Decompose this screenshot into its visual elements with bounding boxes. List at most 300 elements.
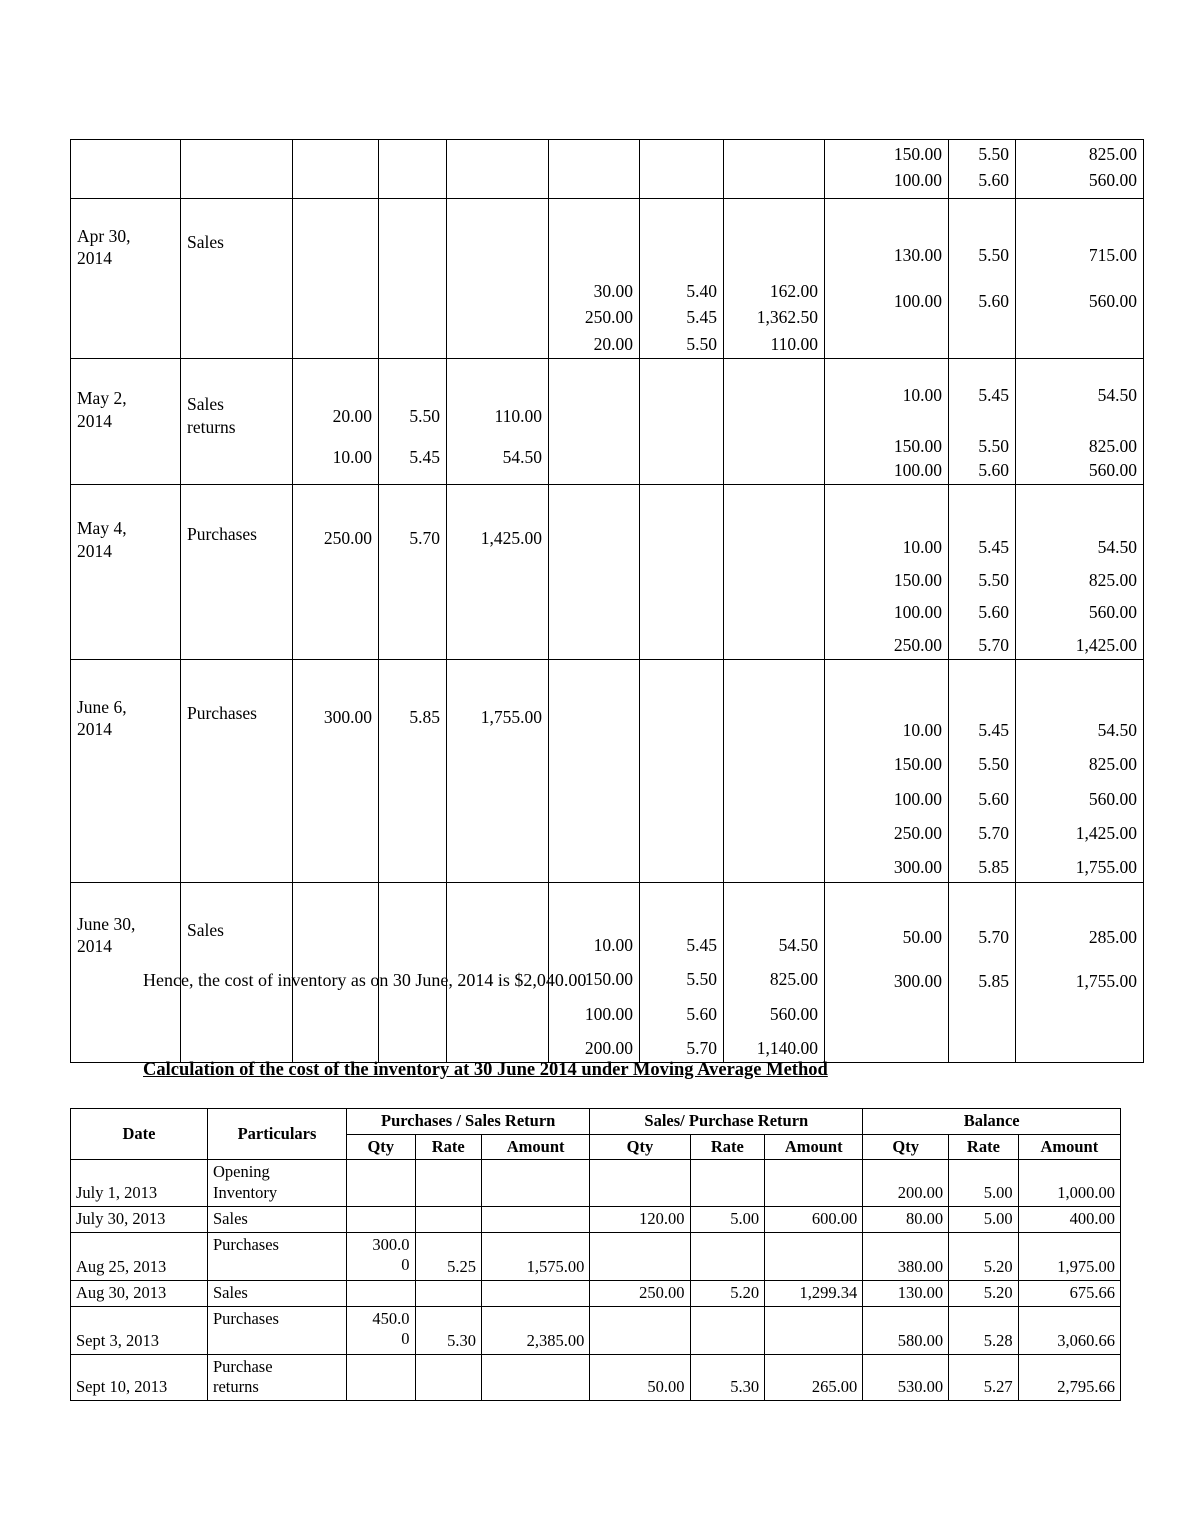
value-line: 150.00: [893, 435, 942, 456]
value-line: 285.00: [1088, 926, 1137, 947]
cell-balance-amount: [1016, 659, 1144, 882]
table-row: [71, 1232, 1121, 1280]
cell-in-amount: [481, 1306, 589, 1354]
cell-out-rate: [640, 199, 724, 359]
value-line: 5.20: [983, 1256, 1013, 1276]
cell-in-qty: [347, 1354, 415, 1400]
value-line: 675.66: [1069, 1282, 1115, 1302]
value-stack: [955, 384, 1009, 481]
table-row: [71, 1280, 1121, 1306]
cell-in-amount: [481, 1206, 589, 1232]
cell-balance-amount: [1016, 485, 1144, 660]
cell-out-rate: [640, 140, 724, 199]
fifo-inventory-table: [70, 139, 1144, 1063]
value-line: 200.00: [897, 1182, 944, 1202]
value-stack: [831, 384, 942, 481]
value-line: 130.00: [893, 245, 942, 265]
cell-in-rate: [415, 1160, 481, 1206]
cell-balance-amount: [1018, 1232, 1120, 1280]
cell-balance-qty: [825, 359, 949, 485]
value-line: 2014: [77, 248, 112, 269]
cell-particulars: [207, 1232, 346, 1280]
value-line: 560.00: [1088, 170, 1137, 191]
th-bal-amount: Amount: [1018, 1134, 1120, 1160]
value-line: Purchases: [212, 1308, 279, 1328]
value-line: 54.50: [502, 446, 542, 467]
value-line: 5.45: [686, 934, 717, 955]
inventory-cost-note: Hence, the cost of inventory as on 30 June, 2014 is $2,040.00: [143, 970, 587, 990]
value-line: 1,755.00: [1075, 857, 1137, 878]
value-stack: [595, 1377, 684, 1398]
value-line: 50.00: [902, 926, 942, 947]
value-line: June 30,: [77, 913, 136, 934]
cell-balance-rate: [949, 1280, 1019, 1306]
cell-in-amount: [481, 1280, 589, 1306]
cell-out-rate: [690, 1354, 765, 1400]
value-line: 10.00: [593, 934, 633, 955]
value-line: 5.70: [978, 634, 1009, 655]
cell-balance-qty: [863, 1232, 949, 1280]
value-line: 1,425.00: [1075, 634, 1137, 655]
cell-balance-amount: [1018, 1280, 1120, 1306]
value-line: 5.70: [978, 926, 1009, 947]
cell-date: [71, 199, 181, 359]
value-line: 100.00: [893, 459, 942, 480]
value-line: 250.00: [893, 823, 942, 844]
value-line: 80.00: [906, 1208, 944, 1228]
cell-in-rate: [379, 199, 447, 359]
value-line: 2,385.00: [526, 1330, 585, 1350]
value-stack: [213, 1283, 341, 1304]
value-stack: [770, 1209, 857, 1230]
value-line: July 1, 2013: [76, 1182, 158, 1202]
value-stack: [1022, 926, 1137, 993]
value-stack: [831, 143, 942, 192]
value-stack: [595, 1283, 684, 1304]
value-line: 5.50: [686, 969, 717, 990]
cell-in-amount: [481, 1160, 589, 1206]
value-line: 2014: [77, 540, 112, 561]
value-line: 5.70: [409, 528, 440, 549]
cell-in-rate: [379, 485, 447, 660]
cell-out-rate: [690, 1160, 765, 1206]
value-stack: [555, 280, 633, 355]
cell-out-rate: [640, 659, 724, 882]
value-line: 5.60: [978, 170, 1009, 191]
cell-out-qty: [590, 1306, 690, 1354]
cell-balance-amount: [1018, 1306, 1120, 1354]
value-stack: [555, 934, 633, 1060]
value-stack: [831, 244, 942, 313]
value-line: 100.00: [893, 291, 942, 312]
cell-in-qty: [347, 1306, 415, 1354]
cell-balance-rate: [949, 659, 1016, 882]
cell-date: [71, 659, 181, 882]
value-line: 10.00: [332, 446, 372, 467]
value-stack: [213, 1357, 341, 1398]
moving-average-section-heading: Calculation of the cost of the inventory at 30 June 2014 under Moving Average Method: [143, 1060, 828, 1080]
value-stack: [831, 536, 942, 656]
value-line: 560.00: [769, 1003, 818, 1024]
value-line: 130.00: [897, 1282, 944, 1302]
cell-balance-amount: [1018, 1206, 1120, 1232]
table-row: [71, 485, 1144, 660]
cell-out-qty: [549, 199, 640, 359]
cell-balance-qty: [863, 1206, 949, 1232]
value-stack: [1022, 143, 1137, 192]
th-in-rate: Rate: [415, 1134, 481, 1160]
value-line: 825.00: [769, 969, 818, 990]
value-line: 5.20: [730, 1282, 760, 1302]
cell-in-amount: [481, 1354, 589, 1400]
value-stack: [299, 706, 372, 728]
value-line: 530.00: [897, 1377, 944, 1397]
value-line: 54.50: [1097, 385, 1137, 406]
value-line: 300.0: [372, 1234, 410, 1254]
cell-balance-qty: [825, 485, 949, 660]
th-group-purchases-sales-return: Purchases / Sales Return: [347, 1109, 590, 1135]
cell-out-qty: [549, 140, 640, 199]
cell-in-qty: [347, 1206, 415, 1232]
value-line: 5.70: [978, 823, 1009, 844]
value-stack: [954, 1283, 1013, 1304]
value-line: 2014: [77, 936, 112, 957]
th-out-qty: Qty: [590, 1134, 690, 1160]
table-row: [71, 1206, 1121, 1232]
cell-balance-qty: [825, 140, 949, 199]
value-line: June 6,: [77, 696, 127, 717]
cell-balance-amount: [1016, 199, 1144, 359]
cell-balance-qty: [863, 1160, 949, 1206]
value-stack: [1022, 384, 1137, 481]
cell-balance-rate: [949, 1354, 1019, 1400]
value-stack: [77, 225, 174, 270]
value-line: 5.50: [978, 245, 1009, 265]
cell-out-amount: [724, 199, 825, 359]
value-stack: [1024, 1183, 1115, 1204]
value-stack: [1024, 1377, 1115, 1398]
cell-in-rate: [379, 659, 447, 882]
value-line: 380.00: [897, 1256, 944, 1276]
value-line: 5.45: [978, 537, 1009, 558]
cell-balance-rate: [949, 359, 1016, 485]
value-line: Sept 3, 2013: [76, 1330, 159, 1350]
cell-balance-rate: [949, 882, 1016, 1063]
value-stack: [76, 1183, 202, 1204]
cell-particulars: [181, 485, 293, 660]
cell-out-qty: [590, 1206, 690, 1232]
value-line: 5.85: [978, 857, 1009, 878]
value-line: 2,795.66: [1057, 1377, 1115, 1397]
value-line: 5.70: [686, 1038, 717, 1059]
value-line: 100.00: [893, 602, 942, 623]
table-row: [71, 359, 1144, 485]
value-stack: [187, 231, 286, 253]
value-line: 10.00: [902, 385, 942, 406]
value-line: Purchases: [187, 702, 257, 723]
value-line: 2014: [77, 719, 112, 740]
value-line: Opening: [212, 1162, 270, 1182]
value-line: 825.00: [1088, 435, 1137, 456]
value-line: 2014: [77, 410, 112, 431]
value-line: Sales: [187, 919, 224, 940]
cell-out-qty: [549, 659, 640, 882]
value-stack: [696, 1283, 760, 1304]
value-line: 250.00: [323, 528, 372, 549]
cell-out-rate: [690, 1306, 765, 1354]
cell-in-qty: [347, 1160, 415, 1206]
value-line: 5.50: [978, 754, 1009, 775]
cell-particulars: [181, 359, 293, 485]
cell-out-rate: [640, 485, 724, 660]
value-stack: [1024, 1283, 1115, 1304]
value-stack: [1024, 1257, 1115, 1278]
value-line: 560.00: [1088, 602, 1137, 623]
cell-out-rate: [640, 359, 724, 485]
value-line: 100.00: [893, 788, 942, 809]
value-stack: [352, 1309, 409, 1350]
cell-out-qty: [590, 1280, 690, 1306]
value-stack: [1022, 719, 1137, 879]
cell-date: [71, 1206, 208, 1232]
value-stack: [646, 280, 717, 355]
cell-date: [71, 359, 181, 485]
table-row: [71, 1306, 1121, 1354]
th-in-amount: Amount: [481, 1134, 589, 1160]
value-stack: [421, 1331, 476, 1352]
value-line: Aug 25, 2013: [76, 1256, 167, 1276]
value-stack: [299, 527, 372, 549]
value-stack: [868, 1331, 943, 1352]
value-line: 1,575.00: [526, 1256, 585, 1276]
value-stack: [955, 244, 1009, 313]
value-line: 825.00: [1088, 569, 1137, 590]
value-line: 30.00: [593, 281, 633, 301]
value-stack: [770, 1283, 857, 1304]
value-stack: [77, 913, 174, 958]
value-stack: [77, 696, 174, 741]
value-line: 250.00: [584, 307, 633, 328]
value-line: 5.00: [983, 1182, 1013, 1202]
value-line: 600.00: [811, 1208, 858, 1228]
cell-particulars: [181, 659, 293, 882]
value-stack: [955, 926, 1009, 993]
cell-out-amount: [765, 1306, 863, 1354]
value-line: 5.85: [978, 971, 1009, 992]
cell-out-rate: [690, 1232, 765, 1280]
cell-out-amount: [724, 659, 825, 882]
value-stack: [1024, 1209, 1115, 1230]
value-line: 560.00: [1088, 788, 1137, 809]
cell-particulars: [207, 1160, 346, 1206]
value-line: 20.00: [332, 406, 372, 427]
th-group-sales-purchase-return: Sales/ Purchase Return: [590, 1109, 863, 1135]
value-stack: [453, 706, 542, 728]
cell-balance-rate: [949, 199, 1016, 359]
value-line: 5.50: [978, 569, 1009, 590]
value-line: 5.85: [409, 706, 440, 727]
cell-out-qty: [590, 1232, 690, 1280]
cell-out-amount: [765, 1232, 863, 1280]
value-line: 5.20: [983, 1282, 1013, 1302]
value-line: 162.00: [769, 281, 818, 301]
cell-in-qty: [293, 359, 379, 485]
value-stack: [954, 1257, 1013, 1278]
value-stack: [76, 1377, 202, 1398]
value-line: 580.00: [897, 1330, 944, 1350]
value-line: 715.00: [1088, 245, 1137, 265]
cell-out-amount: [765, 1280, 863, 1306]
value-line: 5.30: [730, 1377, 760, 1397]
cell-out-qty: [549, 359, 640, 485]
value-line: 300.00: [893, 857, 942, 878]
cell-in-rate: [415, 1206, 481, 1232]
value-line: 1,362.50: [756, 307, 818, 328]
cell-out-qty: [590, 1160, 690, 1206]
value-stack: [1024, 1331, 1115, 1352]
value-line: 110.00: [770, 333, 818, 354]
value-line: 1,975.00: [1057, 1256, 1115, 1276]
cell-balance-rate: [949, 485, 1016, 660]
value-stack: [187, 702, 286, 724]
cell-out-amount: [765, 1160, 863, 1206]
cell-out-qty: [590, 1354, 690, 1400]
cell-date: [71, 1160, 208, 1206]
value-stack: [76, 1283, 202, 1304]
value-stack: [187, 919, 286, 941]
value-line: 1,000.00: [1057, 1182, 1115, 1202]
value-line: Purchase: [212, 1356, 273, 1376]
value-stack: [954, 1377, 1013, 1398]
value-line: Sales: [187, 394, 224, 415]
cell-particulars: [207, 1354, 346, 1400]
value-line: 5.45: [978, 385, 1009, 406]
value-line: 400.00: [1069, 1208, 1115, 1228]
value-stack: [213, 1209, 341, 1230]
cell-in-qty: [293, 485, 379, 660]
value-stack: [187, 393, 286, 438]
value-line: May 2,: [77, 388, 127, 409]
value-stack: [76, 1209, 202, 1230]
value-stack: [76, 1257, 202, 1278]
value-stack: [831, 719, 942, 879]
value-line: 150.00: [584, 969, 633, 990]
cell-balance-qty: [825, 199, 949, 359]
value-line: Purchases: [212, 1234, 279, 1254]
value-line: 5.50: [978, 435, 1009, 456]
value-stack: [453, 405, 542, 468]
value-line: 150.00: [893, 144, 942, 164]
value-line: 50.00: [647, 1377, 685, 1397]
value-stack: [385, 405, 440, 468]
value-stack: [453, 527, 542, 549]
value-line: 0: [401, 1329, 410, 1349]
cell-particulars: [207, 1206, 346, 1232]
value-stack: [1022, 536, 1137, 656]
cell-balance-amount: [1016, 140, 1144, 199]
cell-balance-qty: [825, 659, 949, 882]
value-stack: [299, 405, 372, 468]
value-line: 100.00: [584, 1003, 633, 1024]
value-line: 300.00: [893, 971, 942, 992]
value-line: 250.00: [639, 1282, 685, 1302]
value-line: 1,425.00: [1075, 823, 1137, 844]
value-line: returns: [187, 416, 236, 437]
cell-in-rate: [415, 1306, 481, 1354]
value-line: 5.28: [983, 1330, 1013, 1350]
value-stack: [77, 387, 174, 432]
table-row: [71, 140, 1144, 199]
value-stack: [696, 1377, 760, 1398]
value-stack: [868, 1377, 943, 1398]
value-line: 150.00: [893, 569, 942, 590]
value-line: 450.0: [372, 1308, 410, 1328]
cell-out-amount: [724, 485, 825, 660]
value-stack: [954, 1331, 1013, 1352]
cell-in-amount: [447, 140, 549, 199]
cell-balance-amount: [1018, 1354, 1120, 1400]
cell-date: [71, 1354, 208, 1400]
cell-out-amount: [724, 359, 825, 485]
cell-date: [71, 140, 181, 199]
value-line: returns: [212, 1377, 259, 1397]
value-stack: [955, 719, 1009, 879]
value-stack: [955, 143, 1009, 192]
value-line: 110.00: [494, 406, 542, 427]
value-stack: [1022, 244, 1137, 313]
th-bal-rate: Rate: [949, 1134, 1019, 1160]
th-bal-qty: Qty: [863, 1134, 949, 1160]
value-line: 1,140.00: [756, 1038, 818, 1059]
cell-date: [71, 1306, 208, 1354]
value-line: 5.60: [978, 459, 1009, 480]
moving-average-inventory-table: [70, 1108, 1121, 1401]
value-line: 300.00: [323, 706, 372, 727]
table-row: [71, 199, 1144, 359]
table-row: [71, 1354, 1121, 1400]
cell-date: [71, 1280, 208, 1306]
cell-out-rate: [690, 1280, 765, 1306]
value-stack: [868, 1283, 943, 1304]
value-line: 0: [401, 1255, 410, 1275]
value-line: Sept 10, 2013: [76, 1377, 168, 1397]
cell-out-amount: [724, 140, 825, 199]
value-stack: [77, 517, 174, 562]
value-stack: [352, 1235, 409, 1276]
value-line: 100.00: [893, 170, 942, 191]
value-line: 5.50: [978, 144, 1009, 164]
cell-particulars: [207, 1280, 346, 1306]
cell-out-amount: [765, 1354, 863, 1400]
cell-in-qty: [293, 140, 379, 199]
value-stack: [730, 280, 818, 355]
value-stack: [646, 934, 717, 1060]
value-line: Purchases: [187, 524, 257, 545]
cell-out-qty: [549, 485, 640, 660]
cell-in-qty: [347, 1280, 415, 1306]
cell-balance-rate: [949, 1160, 1019, 1206]
value-line: 5.50: [686, 333, 717, 354]
value-line: 1,755.00: [480, 706, 542, 727]
cell-in-qty: [293, 199, 379, 359]
cell-in-rate: [415, 1280, 481, 1306]
th-particulars: Particulars: [207, 1109, 346, 1160]
value-line: 265.00: [811, 1377, 858, 1397]
value-line: 5.45: [409, 446, 440, 467]
value-line: 54.50: [778, 934, 818, 955]
cell-in-qty: [347, 1232, 415, 1280]
value-stack: [868, 1209, 943, 1230]
